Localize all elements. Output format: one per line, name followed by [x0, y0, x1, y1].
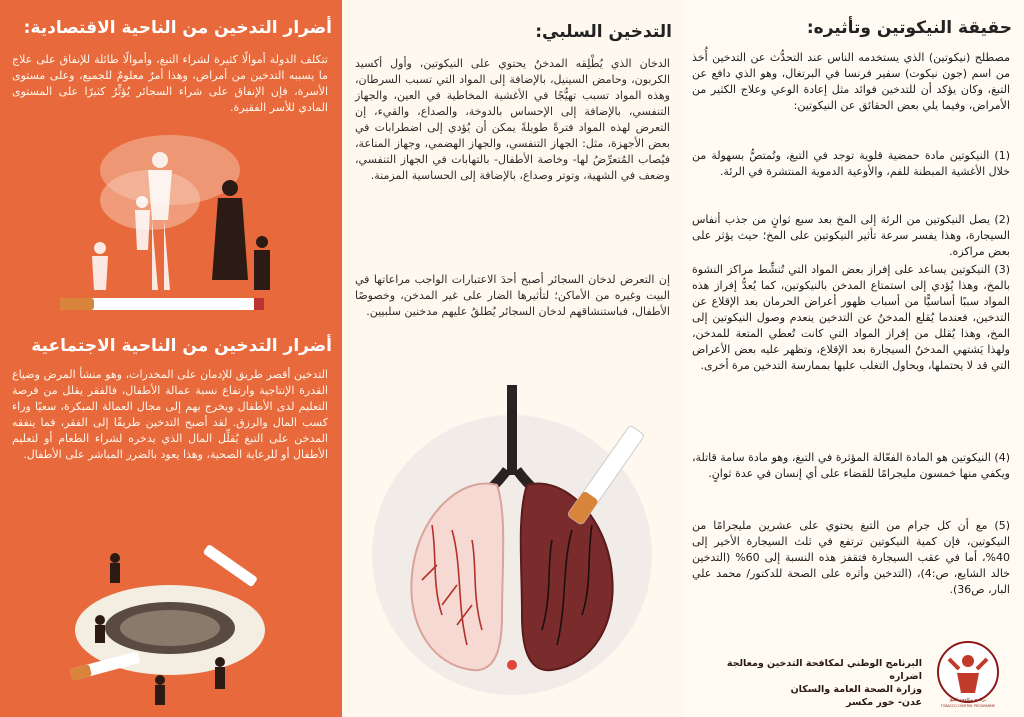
nicotine-facts-column — [684, 0, 1024, 717]
passive-smoking-paragraph-1: الدخان الذي يُطْلِقه المدخنُ يحتوي على النيكوتين، وأول أكسيد الكربون، وحامض السينيل، بالإضافة إلى المواد التي تسبب السرطان، وهذه المواد تسبب تهيُّجًا في الأغشية المخاطية في العين، والجهاز التنفسي، بالإضافة إلى الإحساس بالدوخة، والصداع، والقيء، إن التعرض لهذه المواد فترةً طويلةً يمكن أن يُؤدي إلى اضطرابات في بعض الأجهزة، مثل: الجهاز التنفسي، والجهاز الهضمي، وجهاز المناعة، فيُصاب المُتعرِّضُ لها- وخاصة الأطفال- بالتهابات في الجهاز التنفسي، وضعف في الشهية، وتوتر وصداع، بالإضافة إلى الحساسية المزمنة. — [355, 57, 670, 182]
lungs-cigarette-illustration — [362, 365, 662, 710]
logo-text-bottom: TOBACCO CONTROL PROGRAMME — [940, 704, 996, 708]
passive-smoking-column — [342, 0, 684, 717]
social-paragraph: التدخين أقصر طريق للإدمان على المخدرات، وهو منشأ المرض وضياع القدرة الإنتاجية وارتفاع نسبة عمالة الأطفال، فالفقر يقلل من فرصة التعليم لدى الأطفال ويخرج بهم إلى مجال العمالة المبكرة، سعيًا وراء كسب المال والرزق. لقد أصبح التدخين طريقًا إلى الفقر، فما ينفقه المدخن على التبغ يُقلِّل المال الذي يدخره لشراء الطعام أو لتعليم الأطفال أو للرعاية الصحية، وهذا يعود بالضرر المباشر على الأطفال. — [12, 368, 328, 461]
ashtray-people-illustration — [60, 540, 280, 710]
nicotine-fact-5: (5) مع أن كل جرام من التبغ يحتوي على عشرين مليجرامًا من النيكوتين، فإن كمية النيكوتين ترتفع في ثلث السيجارة الأخير إلى 40%، أما في عقب السيجارة فتقفز هذه النسبة إلى 60% (التدخين خالد الشايع، ص:4)، (التدخين وأثره على الصحة للدكتور/ محمد علي البار، ص36). — [692, 519, 1010, 596]
program-footer-text — [692, 657, 922, 709]
nicotine-intro: مصطلح (نيكوتين) الذي يستخدمه الناس عند التحدُّث عن التدخين أُخذ من اسم (جون نيكوت) سفير فرنسا في البرتغال، وهو الذي دافع عن التبغ، وكان يؤكد أن للتدخين فوائد مثل إعادة الوعي وعلاج الكثير من الأمراض، وفيما يلي بعض الحقائق عن النيكوتين: — [692, 51, 1010, 112]
nicotine-fact-1: (1) النيكوتين مادة حمضية قلوية توجد في التبغ، وتُمتصُّ بسهولة من خلال الأغشية المبطنة للفم، والأوعية الدموية المنتشرة في الرئة. — [692, 149, 1010, 178]
economic-heading: أضرار التدخين من الناحية الاقتصادية: — [23, 18, 332, 38]
program-logo — [933, 639, 1003, 709]
program-footer — [692, 639, 1017, 709]
nicotine-fact-2: (2) يصل النيكوتين من الرئة إلى المخ بعد سبع ثوانٍ من جذب أنفاس السيجارة، وهذا يفسر سرعة تأثير النيكوتين على المخ؛ حيث يؤثر على بعض مراكزه. — [692, 213, 1010, 258]
nicotine-heading: حقيقة النيكوتين وتأثيره: — [806, 18, 1012, 38]
nicotine-fact-4: (4) النيكوتين هو المادة الفعّالة المؤثرة في التبغ، وهو مادة سامة قاتلة، ويكفي منها خمسون مليجرامًا للقضاء على أي إنسان في عدة ثوانٍ. — [692, 451, 1010, 480]
economic-paragraph: تتكلف الدولة أموالًا كثيرة لشراء التبغ، وأموالًا طائلة للإنفاق على علاج ما يسببه التدخين من أمراض، وهذا أمرٌ معلومٌ للجميع، وعلى مستوى الأسرة، فإن الإنفاق على شراء السجائر يُؤثِّرُ كثيرًا على المستوى المادي للأسر الفقيرة. — [12, 53, 328, 114]
footer-line-1: البرنامج الوطني لمكافحة التدخين ومعالجة اضراره — [726, 658, 922, 682]
passive-smoking-paragraph-2: إن التعرض لدخان السجائر أصبح أحدَ الاعتبارات الواجب مراعاتها في البيت وغيره من الأماكن؛ لتأثيرها الضار على غير المدخن، وخصوصًا الأطفال، فباستنشاقهم لدخان السجائر يُطلقُ عليهم مدخنين سلبيين. — [355, 273, 670, 318]
passive-smoking-heading: التدخين السلبي: — [535, 22, 672, 42]
economic-social-column — [0, 0, 342, 717]
footer-line-2: وزارة الصحة العامة والسكان — [790, 684, 922, 695]
nicotine-fact-3: (3) النيكوتين يساعد على إفراز بعض المواد التي تُنشِّط مراكز النشوة بالمخ، وهذا يُؤدي إلى استمتاع المدخن بالنيكوتين، كما يُعدُّ إفراز هذه المواد سببًا أساسيًّا من أسباب ظهور أعراض الحرمان بعد الإقلاع عن التدخين، فعندما يُقلع المدخنُ عن التدخين ينعدم وصول النيكوتين إلى المخ، وهذا يُقلل من إفراز المواد التي كانت تُعطي المتعة للمدخن، ولهذا يَشتهي المدخنُ السيجارة بعد الإقلاع، وتظهر عليه بعض الأعراض التي قد لا يحتملها، ويحاول التغلب عليها بممارسة التدخين مرة أخرى. — [692, 263, 1010, 372]
footer-line-3: عدن- خور مكسر — [846, 697, 922, 708]
social-heading: أضرار التدخين من الناحية الاجتماعية — [31, 336, 332, 356]
logo-text-top: برنامج مكافحة التبغ — [949, 698, 987, 703]
family-smoke-illustration — [40, 130, 310, 320]
